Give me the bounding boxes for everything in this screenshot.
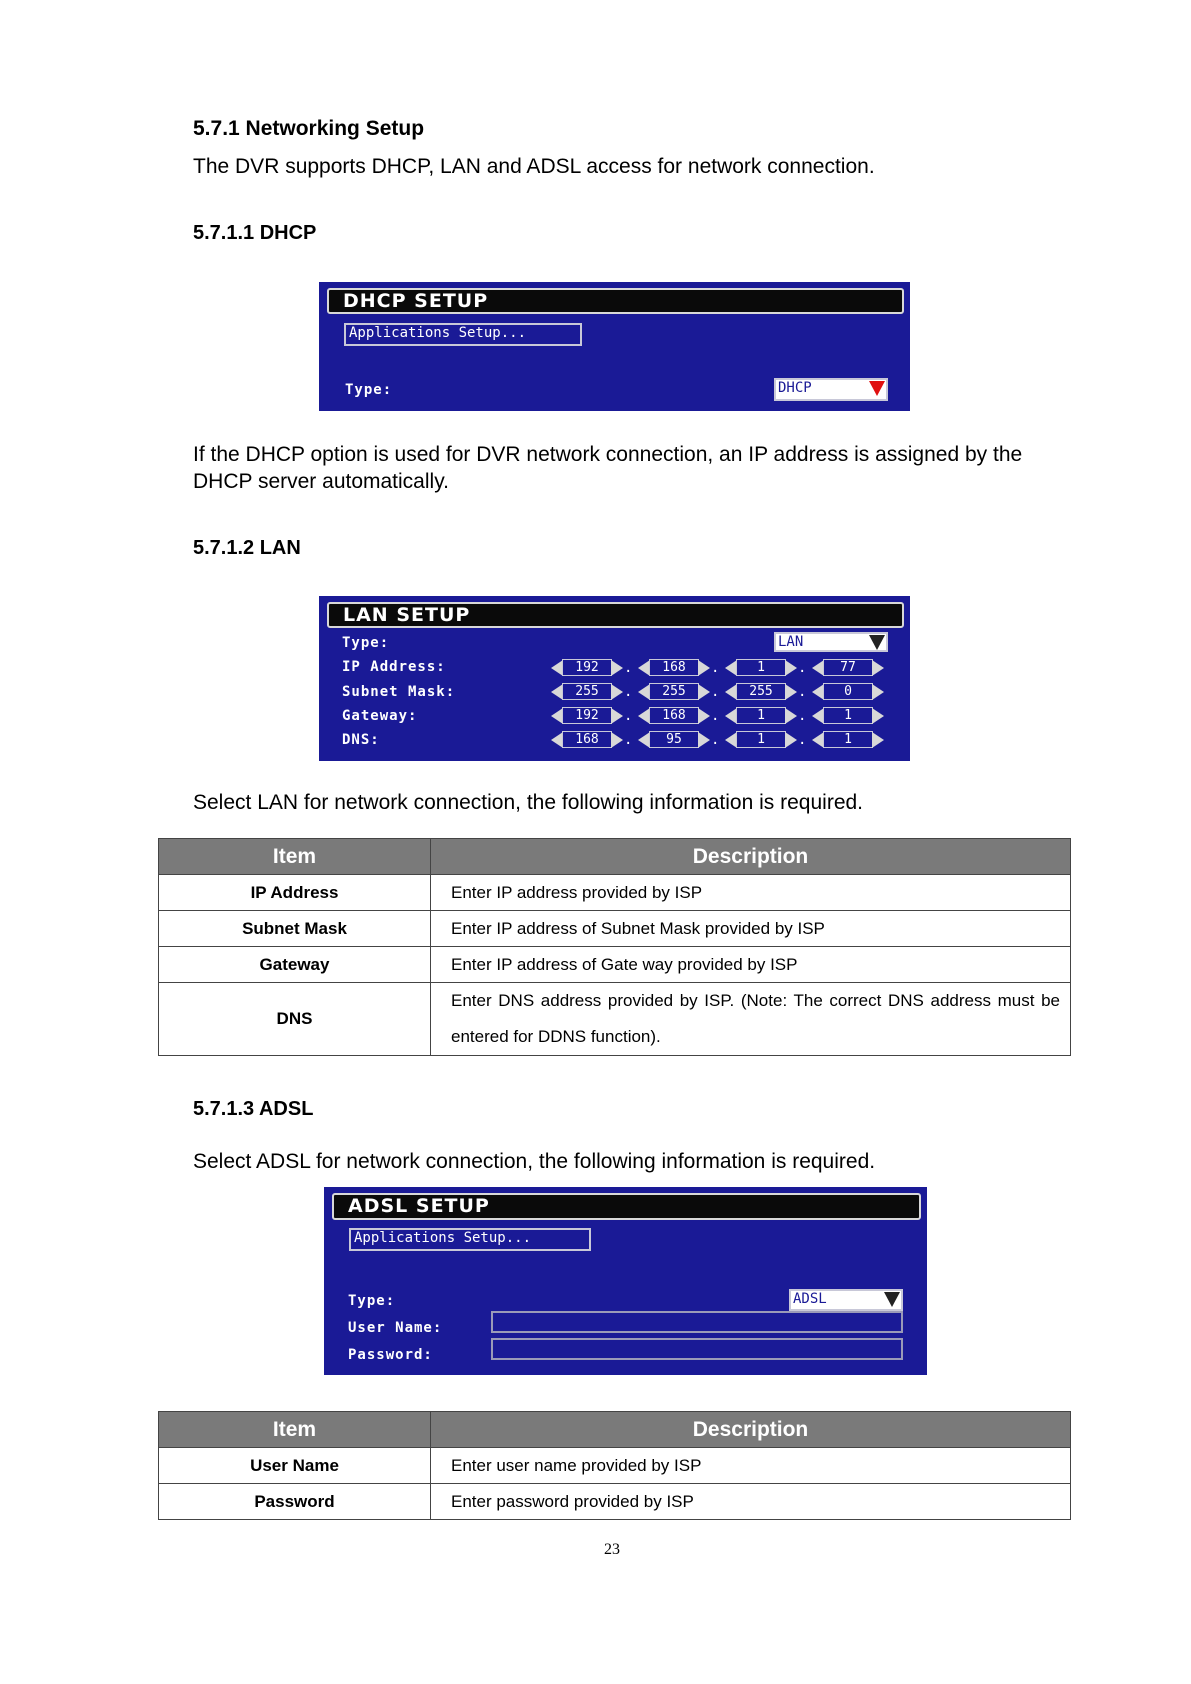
lan-type-select[interactable]	[774, 632, 888, 652]
adsl-setup-title: ADSL SETUP	[332, 1193, 921, 1220]
table-header-item: Item	[159, 1412, 431, 1448]
right-arrow-icon[interactable]	[698, 708, 710, 724]
dropdown-arrow-icon	[869, 635, 885, 650]
subnet-octet-spinner[interactable]: 255	[551, 682, 623, 702]
table-cell-item: Password	[159, 1484, 431, 1520]
table-row	[159, 875, 1071, 911]
octet-separator: .	[798, 660, 807, 676]
section-intro: The DVR supports DHCP, LAN and ADSL access for network connection.	[193, 155, 875, 178]
dhcp-applications-setup-button[interactable]: Applications Setup...	[344, 323, 582, 346]
table-row	[159, 1484, 1071, 1520]
ip-octet-spinner[interactable]: 77	[812, 658, 884, 678]
dropdown-arrow-icon	[869, 381, 885, 396]
right-arrow-icon[interactable]	[698, 732, 710, 748]
adsl-setup-screen	[324, 1187, 927, 1375]
table-cell-item: DNS	[159, 983, 431, 1056]
user-name-label: User Name:	[348, 1320, 443, 1336]
right-arrow-icon[interactable]	[785, 660, 797, 676]
table-row	[159, 1448, 1071, 1484]
octet-separator: .	[624, 732, 633, 748]
adsl-type-select[interactable]	[789, 1289, 903, 1311]
subnet-octet-spinner[interactable]: 0	[812, 682, 884, 702]
ip-octet-spinner[interactable]: 1	[725, 658, 797, 678]
subnet-mask-label: Subnet Mask:	[342, 684, 456, 700]
octet-separator: .	[798, 732, 807, 748]
octet-separator: .	[624, 684, 633, 700]
lan-setup-screen	[319, 596, 910, 761]
right-arrow-icon[interactable]	[785, 684, 797, 700]
table-cell-description: Enter IP address of Gate way provided by ISP	[431, 947, 1071, 983]
right-arrow-icon[interactable]	[872, 660, 884, 676]
dropdown-arrow-icon	[884, 1292, 900, 1307]
page-number: 23	[604, 1541, 620, 1558]
gateway-label: Gateway:	[342, 708, 418, 724]
table-row	[159, 983, 1071, 1056]
table-cell-item: IP Address	[159, 875, 431, 911]
gateway-octet-spinner[interactable]: 168	[638, 706, 710, 726]
table-cell-description: Enter DNS address provided by ISP. (Note: The correct DNS address must be entered for DDNS function).	[431, 983, 1071, 1056]
dns-label: DNS:	[342, 732, 380, 748]
dhcp-setup-screen	[319, 282, 910, 411]
right-arrow-icon[interactable]	[698, 684, 710, 700]
right-arrow-icon[interactable]	[872, 732, 884, 748]
octet-separator: .	[711, 708, 720, 724]
table-cell-description: Enter user name provided by ISP	[431, 1448, 1071, 1484]
dhcp-text: If the DHCP option is used for DVR network connection, an IP address is assigned by the DHCP server automatically.	[193, 443, 1023, 493]
adsl-type-value: ADSL	[793, 1291, 827, 1307]
dns-octet-spinner[interactable]: 95	[638, 730, 710, 750]
subnet-octet-spinner[interactable]: 255	[725, 682, 797, 702]
section-heading: 5.7.1 Networking Setup	[193, 117, 425, 140]
dns-octet-spinner[interactable]: 168	[551, 730, 623, 750]
dhcp-type-label: Type:	[345, 382, 393, 398]
table-header-description: Description	[431, 1412, 1071, 1448]
right-arrow-icon[interactable]	[611, 732, 623, 748]
octet-separator: .	[798, 684, 807, 700]
octet-separator: .	[711, 684, 720, 700]
right-arrow-icon[interactable]	[611, 660, 623, 676]
subnet-octet-spinner[interactable]: 255	[638, 682, 710, 702]
table-cell-description: Enter password provided by ISP	[431, 1484, 1071, 1520]
lan-table	[158, 838, 1071, 1056]
adsl-type-label: Type:	[348, 1293, 396, 1309]
dhcp-heading: 5.7.1.1 DHCP	[193, 222, 317, 244]
octet-separator: .	[711, 732, 720, 748]
table-cell-item: User Name	[159, 1448, 431, 1484]
right-arrow-icon[interactable]	[785, 708, 797, 724]
ip-octet-spinner[interactable]: 192	[551, 658, 623, 678]
table-row	[159, 947, 1071, 983]
table-header-item: Item	[159, 839, 431, 875]
adsl-text: Select ADSL for network connection, the following information is required.	[193, 1150, 876, 1173]
lan-heading: 5.7.1.2 LAN	[193, 537, 301, 559]
table-cell-item: Gateway	[159, 947, 431, 983]
adsl-table	[158, 1411, 1071, 1520]
ip-address-label: IP Address:	[342, 659, 446, 675]
octet-separator: .	[798, 708, 807, 724]
octet-separator: .	[624, 660, 633, 676]
right-arrow-icon[interactable]	[698, 660, 710, 676]
dns-octet-spinner[interactable]: 1	[812, 730, 884, 750]
gateway-octet-spinner[interactable]: 1	[725, 706, 797, 726]
ip-octet-spinner[interactable]: 168	[638, 658, 710, 678]
lan-text: Select LAN for network connection, the following information is required.	[193, 791, 864, 814]
right-arrow-icon[interactable]	[611, 708, 623, 724]
user-name-input[interactable]	[491, 1311, 903, 1333]
dns-octet-spinner[interactable]: 1	[725, 730, 797, 750]
table-header-description: Description	[431, 839, 1071, 875]
lan-type-value: LAN	[778, 634, 804, 650]
table-row	[159, 911, 1071, 947]
gateway-octet-spinner[interactable]: 1	[812, 706, 884, 726]
right-arrow-icon[interactable]	[785, 732, 797, 748]
adsl-heading: 5.7.1.3 ADSL	[193, 1098, 314, 1120]
dhcp-type-value: DHCP	[778, 380, 812, 396]
table-cell-item: Subnet Mask	[159, 911, 431, 947]
password-label: Password:	[348, 1347, 433, 1363]
dhcp-type-select[interactable]	[774, 378, 888, 401]
right-arrow-icon[interactable]	[872, 708, 884, 724]
adsl-applications-setup-button[interactable]: Applications Setup...	[349, 1228, 591, 1251]
lan-setup-title: LAN SETUP	[327, 602, 904, 628]
table-cell-description: Enter IP address of Subnet Mask provided by ISP	[431, 911, 1071, 947]
octet-separator: .	[711, 660, 720, 676]
password-input[interactable]	[491, 1338, 903, 1360]
right-arrow-icon[interactable]	[872, 684, 884, 700]
octet-separator: .	[624, 708, 633, 724]
gateway-octet-spinner[interactable]: 192	[551, 706, 623, 726]
right-arrow-icon[interactable]	[611, 684, 623, 700]
table-cell-description: Enter IP address provided by ISP	[431, 875, 1071, 911]
dhcp-setup-title: DHCP SETUP	[327, 288, 904, 314]
lan-type-label: Type:	[342, 635, 390, 651]
